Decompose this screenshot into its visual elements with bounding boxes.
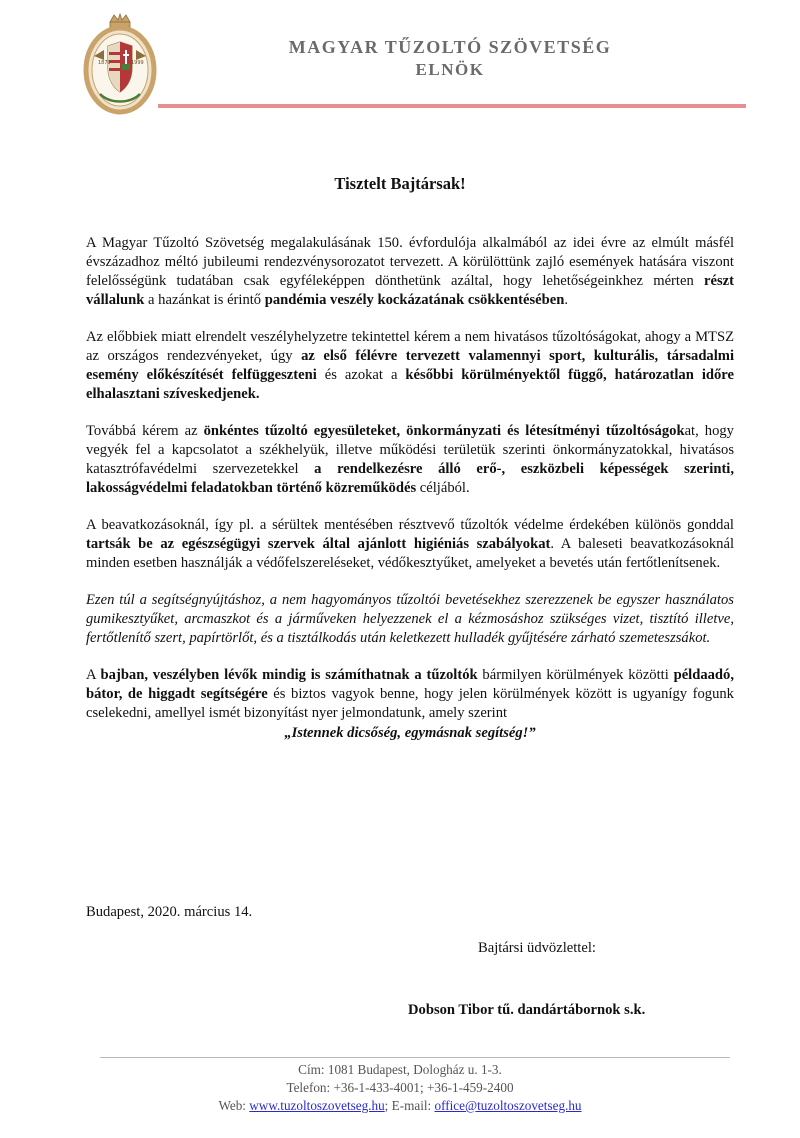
place-date: Budapest, 2020. március 14. — [86, 904, 253, 920]
footer-address: Cím: 1081 Budapest, Dologház u. 1-3. — [298, 1062, 502, 1077]
org-role: ELNÖK — [415, 60, 485, 79]
paragraph — [86, 666, 734, 723]
emphasized-text: az első félévre tervezett valamennyi sport, kulturális, társadalmi esemény előkészítését felfüggeszteni — [86, 348, 734, 383]
emphasized-text: bajban, veszélyben lévők mindig is számíthatnak a tűzoltók — [100, 667, 478, 683]
association-logo — [80, 12, 160, 116]
paragraph — [86, 591, 734, 648]
emphasized-text: példaadó, bátor, de higgadt segítségére — [86, 667, 734, 702]
crest-icon — [80, 12, 160, 116]
svg-text:1870: 1870 — [98, 60, 111, 66]
emphasized-text: a rendelkezésre álló erő-, eszközbeli képességek szerinti, lakosságvédelmi feladatokban történő közreműködés — [86, 461, 735, 496]
paragraph-text: at, hogy vegyék fel a kapcsolatot a székhelyük, illetve működési területük szerinti önkormányzatokkal, hivatásos katasztrófavédelmi szervezetekkel — [86, 423, 734, 477]
closing-greeting: Bajtársi üdvözlettel: — [478, 940, 596, 956]
footer-contact — [0, 1098, 800, 1114]
letter-body — [86, 234, 734, 761]
org-name: MAGYAR TŰZOLTÓ SZÖVETSÉG — [288, 37, 612, 57]
motto: „Istennek dicsőség, egymásnak segítség!” — [284, 725, 536, 741]
paragraph-text: bármilyen körülmények közötti — [477, 667, 674, 683]
footer-email-separator: ; E-mail: — [384, 1098, 435, 1113]
footer-divider — [100, 1057, 730, 1058]
emphasized-text: pandémia veszély kockázatának csökkentésében — [264, 292, 565, 308]
paragraph-text: Továbbá kérem az — [86, 423, 204, 439]
paragraph-text: céljából. — [416, 480, 470, 496]
paragraph-text: A Magyar Tűzoltó Szövetség megalakulásának 150. évfordulója alkalmából az idei évre az elmúlt másfél évszázadhoz méltó jubileumi rendezvénysorozatot tervezett. A körülöttünk zajló események hatására viszont felelősségünk tudatában csak egyféleképpen dönthetünk azáltal, hogy lehetőségeinkhez mérten — [86, 235, 734, 289]
footer-phone: Telefon: +36-1-433-4001; +36-1-459-2400 — [286, 1080, 514, 1095]
paragraph — [86, 328, 734, 404]
paragraph-text: a hazánkat is érintő — [144, 292, 265, 308]
paragraph — [86, 516, 734, 573]
paragraph-text: Az előbbiek miatt elrendelt veszélyhelyzetre tekintettel kérem a nem hivatásos tűzoltóságokat, ahogy a MTSZ az országos rendezvényeket, úgy — [86, 329, 734, 364]
paragraph-text: . A baleseti beavatkozásoknál minden esetben használják a védőfelszereléseket, védőkesztyűket, amelyeket a bevetés után fertőtlenítsenek. — [86, 536, 734, 571]
svg-text:1999: 1999 — [131, 60, 144, 66]
email-link[interactable]: office@tuzoltoszovetseg.hu — [434, 1098, 582, 1113]
emphasized-text: tartsák be az egészségügyi szervek által ajánlott higiéniás szabályokat — [86, 536, 551, 552]
header-divider — [158, 104, 746, 108]
website-link[interactable]: www.tuzoltoszovetseg.hu — [249, 1098, 385, 1113]
paragraph-text: A — [86, 667, 101, 683]
paragraph-text: A beavatkozásoknál, így pl. a sérültek mentésében résztvevő tűzoltók védelme érdekében különös gonddal — [86, 517, 734, 533]
salutation: Tisztelt Bajtársak! — [334, 174, 466, 193]
emphasized-text: részt vállalunk — [86, 273, 734, 308]
paragraph — [86, 234, 734, 310]
paragraph-text: és azokat a — [316, 367, 406, 383]
paragraph — [86, 422, 734, 498]
footer-web-label: Web: — [218, 1098, 250, 1113]
emphasized-text: későbbi körülményektől függő, határozatlan időre elhalasztani szíveskedjenek. — [86, 367, 734, 402]
paragraph-text: Ezen túl a segítségnyújtáshoz, a nem hagyományos tűzoltói bevetésekhez szerezzenek be egyszer használatos gumikesztyűket, arcmaszkot és a járműveken helyezzenek el a kézmosáshoz szükséges vizet, tisztító illetve, fertőtlenítő szert, papírtörlőt, és a tisztálkodás után keletkezett hulladék gyűjtésére zárható szemeteszsákot. — [86, 592, 734, 646]
emphasized-text: önkéntes tűzoltó egyesületeket, önkormányzati és létesítményi tűzoltóságok — [203, 423, 685, 439]
paragraph-text: és biztos vagyok benne, hogy jelen körülmények között is ugyanígy fogunk cselekedni, amellyel ismét bizonyítást nyer jelmondatunk, amely szerint — [86, 686, 734, 721]
signature: Dobson Tibor tű. dandártábornok s.k. — [408, 1002, 646, 1018]
paragraph-text: . — [564, 292, 569, 308]
